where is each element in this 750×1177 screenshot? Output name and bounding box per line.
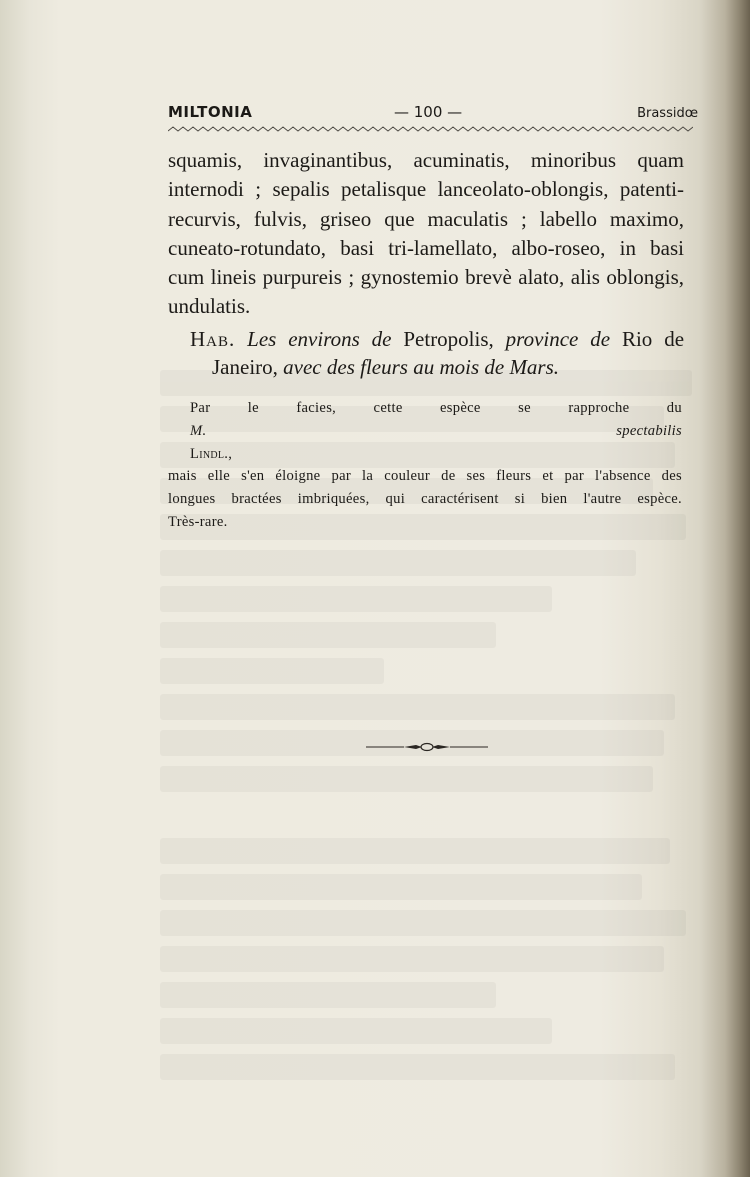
latin-line: cuneato-rotundato, basi tri-lamellato, albo-roseo, in basi <box>168 235 684 260</box>
author-name: Lindl., <box>190 445 233 462</box>
remarks-line <box>168 397 682 465</box>
habitat-place: Petropolis, <box>403 327 494 351</box>
habitat-italic: avec des fleurs au mois de Mars. <box>283 355 560 379</box>
header-rule <box>168 125 693 133</box>
habitat-label: Hab. <box>190 327 236 351</box>
remarks-line: longues bractées imbriquées, qui caractérisent si bien l'autre espèce. <box>168 491 682 508</box>
latin-line: recurvis, fulvis, griseo que maculatis ; labello maximo, <box>168 206 684 231</box>
habitat-italic: province de <box>505 327 611 351</box>
page-number: — 100 — <box>394 103 463 121</box>
remarks-paragraph <box>168 397 682 534</box>
section-ornament <box>366 741 488 753</box>
species-name: M. spectabilis <box>190 422 682 439</box>
remarks-text: Par le facies, cette espèce se rapproche du <box>190 400 682 416</box>
latin-line: undulatis. <box>168 294 251 319</box>
habitat-place: Janeiro, <box>212 355 278 379</box>
latin-line: squamis, invaginantibus, acuminatis, minoribus quam <box>168 148 684 172</box>
genus-title: MILTONIA <box>168 103 253 121</box>
latin-description <box>168 146 684 322</box>
habitat-paragraph <box>190 325 684 381</box>
habitat-line <box>190 353 684 381</box>
family-name: Brassidœ <box>637 106 698 121</box>
latin-line: internodi ; sepalis petalisque lanceolato-oblongis, patenti- <box>168 177 684 202</box>
habitat-place: Rio de <box>621 327 685 351</box>
latin-line: cum lineis purpureis ; gynostemio brevè alato, alis oblongis, <box>168 265 684 290</box>
running-header <box>168 103 698 127</box>
habitat-italic: Les environs de <box>247 327 392 351</box>
remarks-line: Très-rare. <box>168 513 228 530</box>
remarks-line: mais elle s'en éloigne par la couleur de ses fleurs et par l'absence des <box>168 468 682 485</box>
habitat-line <box>190 325 684 353</box>
